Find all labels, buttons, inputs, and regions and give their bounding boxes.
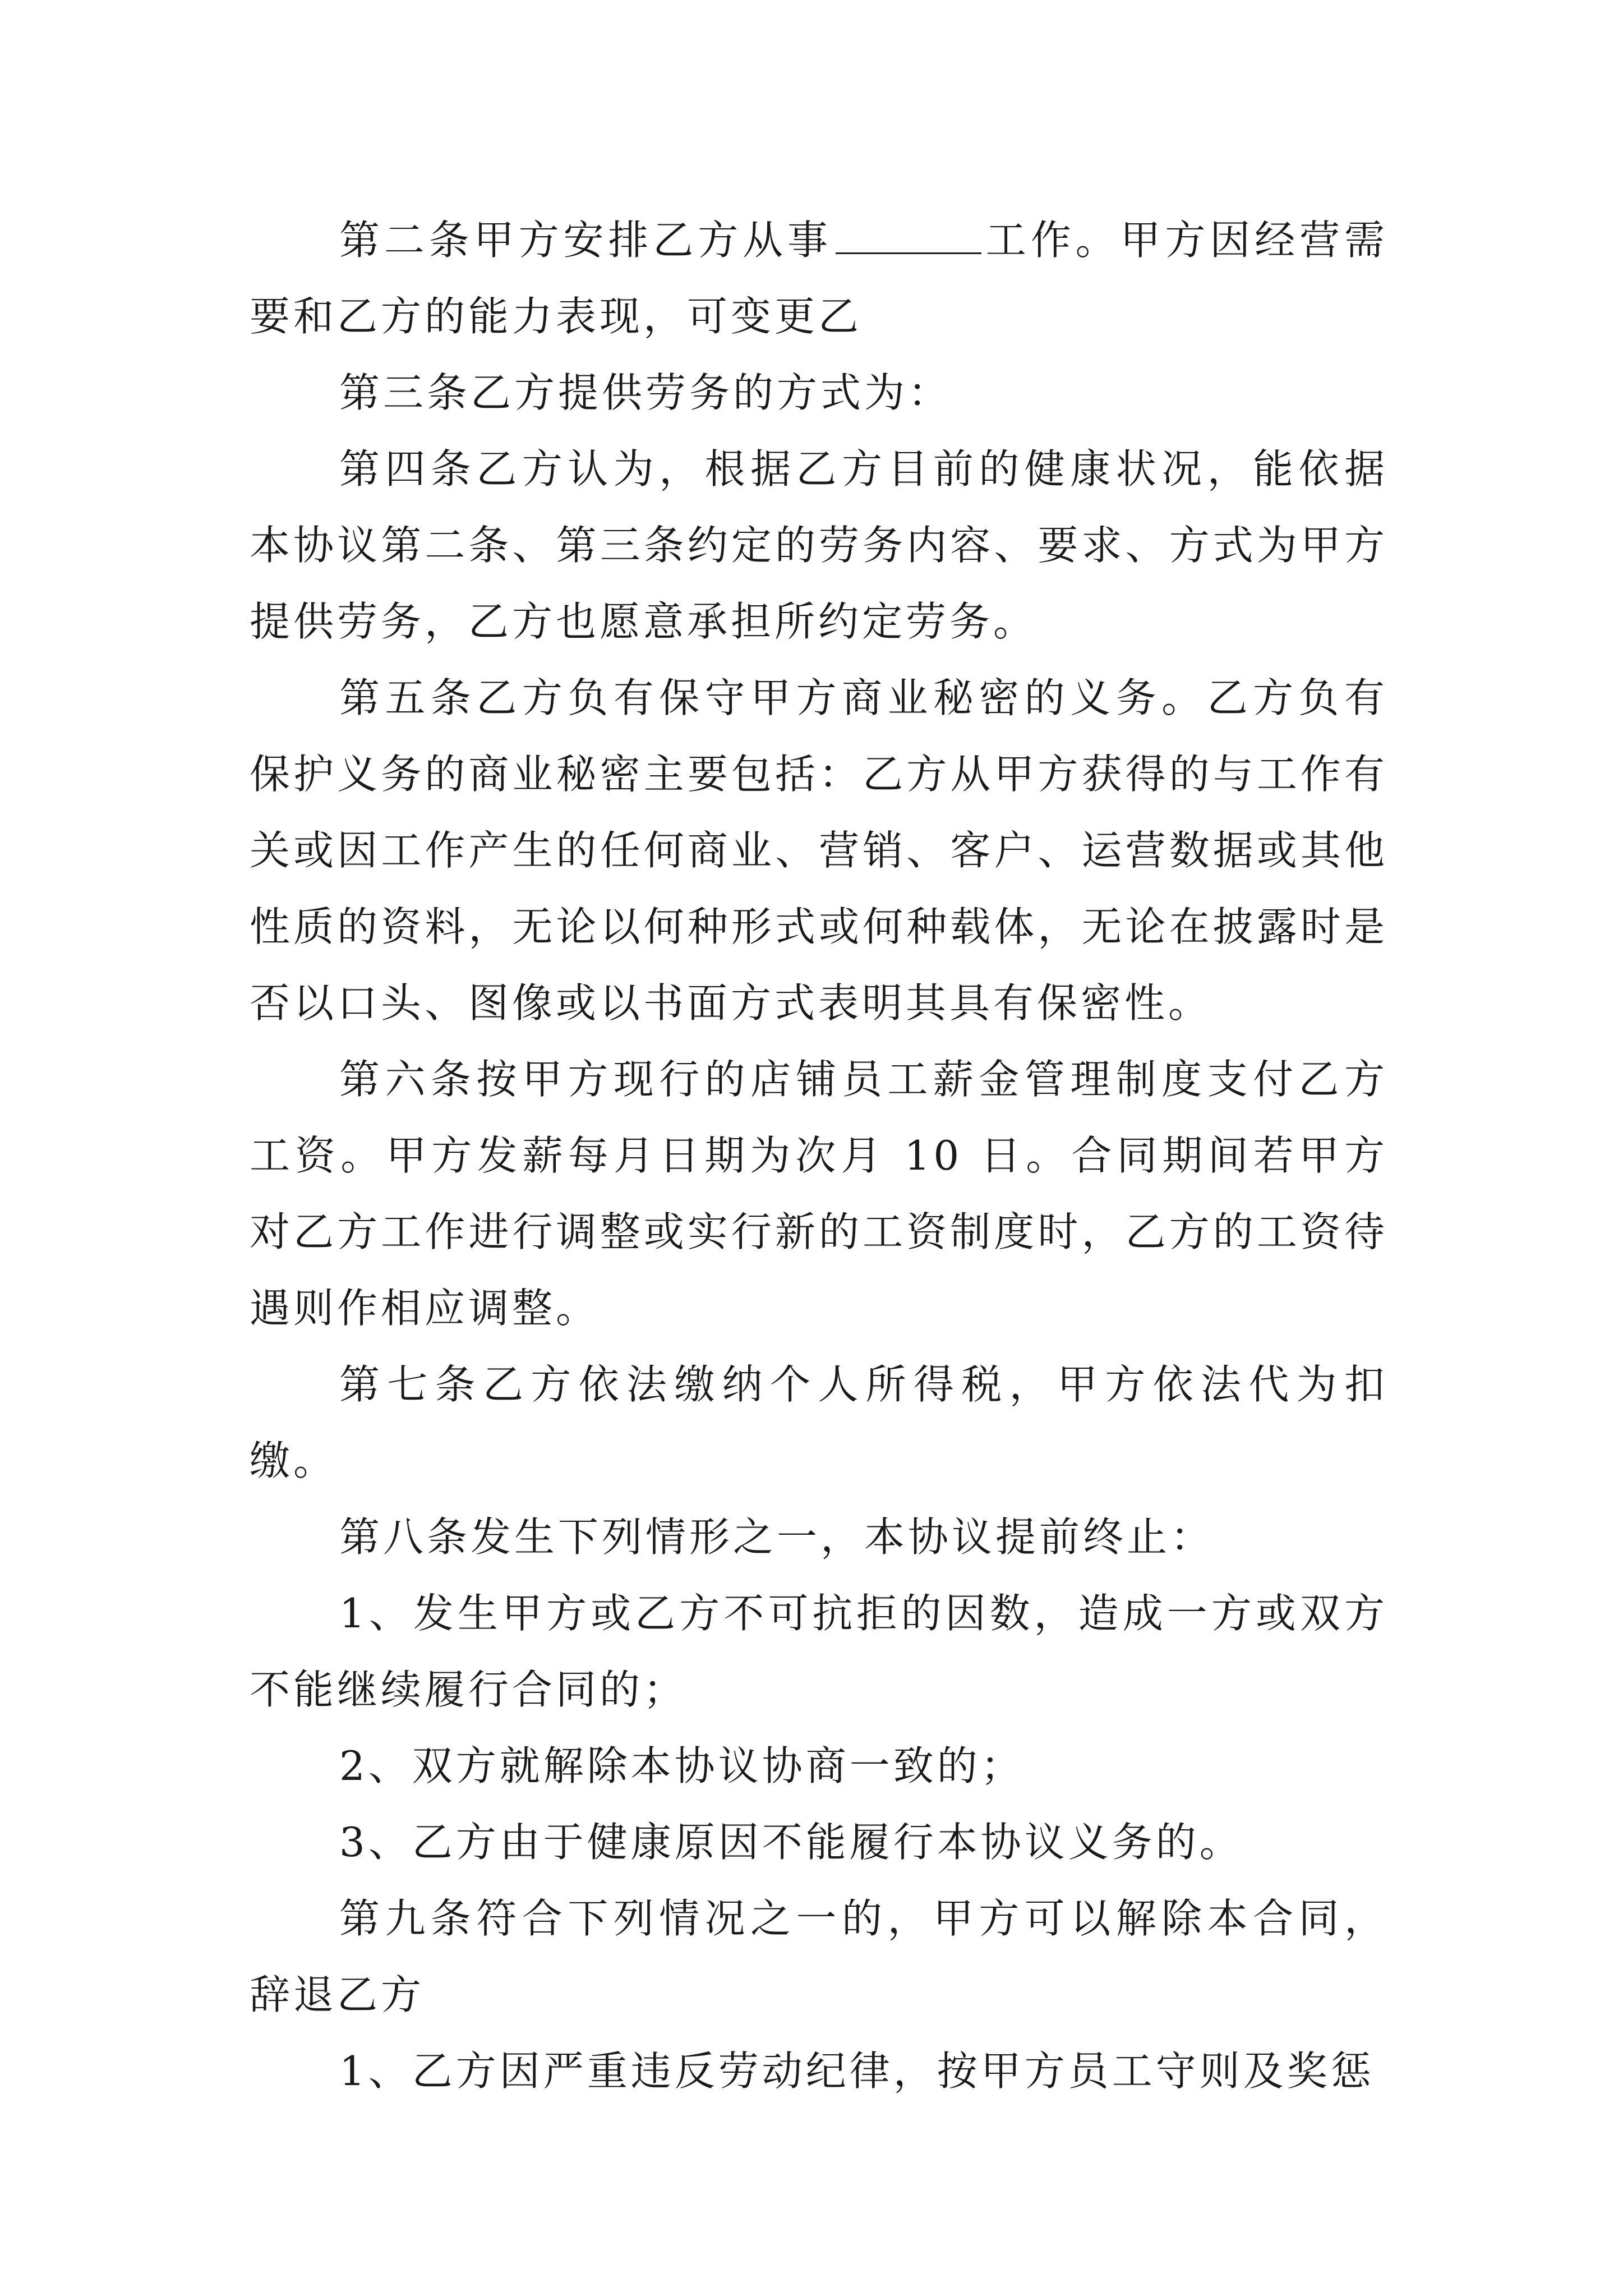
article-3-paragraph: 第三条乙方提供劳务的方式为： <box>339 369 952 416</box>
article-9-paragraph: 第九条符合下列情况之一的，甲方可以解除本合同，辞退乙方 <box>250 1895 1388 2018</box>
article-6-paragraph: 第六条按甲方现行的店铺员工薪金管理制度支付乙方工资。甲方发薪每月日期为次月 10 日。合同期间若甲方对乙方工作进行调整或实行新的工资制度时，乙方的工资待遇则作相应调整。 <box>250 1056 1388 1332</box>
fill-in-blank <box>836 220 981 254</box>
article-2-text-before: 第二条甲方安排乙方从事 <box>339 217 832 264</box>
article-2-paragraph <box>250 202 1388 355</box>
article-9-item-1: 1、乙方因严重违反劳动纪律，按甲方员工守则及奖惩 <box>339 2047 1375 2095</box>
article-8-paragraph: 第八条发生下列情形之一，本协议提前终止： <box>339 1513 1215 1561</box>
article-5-paragraph: 第五条乙方负有保守甲方商业秘密的义务。乙方负有保护义务的商业秘密主要包括：乙方从甲方获得的与工作有关或因工作产生的任何商业、营销、客户、运营数据或其他性质的资料，无论以何种形式或何种载体，无论在披露时是否以口头、图像或以书面方式表明其具有保密性。 <box>250 674 1388 1027</box>
article-8-item-2: 2、双方就解除本协议协商一致的； <box>339 1742 1025 1789</box>
article-4-paragraph: 第四条乙方认为，根据乙方目前的健康状况，能依据本协议第二条、第三条约定的劳务内容、要求、方式为甲方提供劳务，乙方也愿意承担所约定劳务。 <box>250 445 1388 645</box>
article-8-item-3: 3、乙方由于健康原因不能履行本协议义务的。 <box>339 1819 1243 1866</box>
article-2-text-after: 工作。甲方因经营需要和乙方的能力表现，可变更乙 <box>250 217 1388 340</box>
document-body <box>250 202 1388 2109</box>
article-8-item-1: 1、发生甲方或乙方不可抗拒的因数，造成一方或双方不能继续履行合同的； <box>250 1590 1388 1713</box>
article-7-paragraph: 第七条乙方依法缴纳个人所得税，甲方依法代为扣缴。 <box>250 1361 1388 1484</box>
